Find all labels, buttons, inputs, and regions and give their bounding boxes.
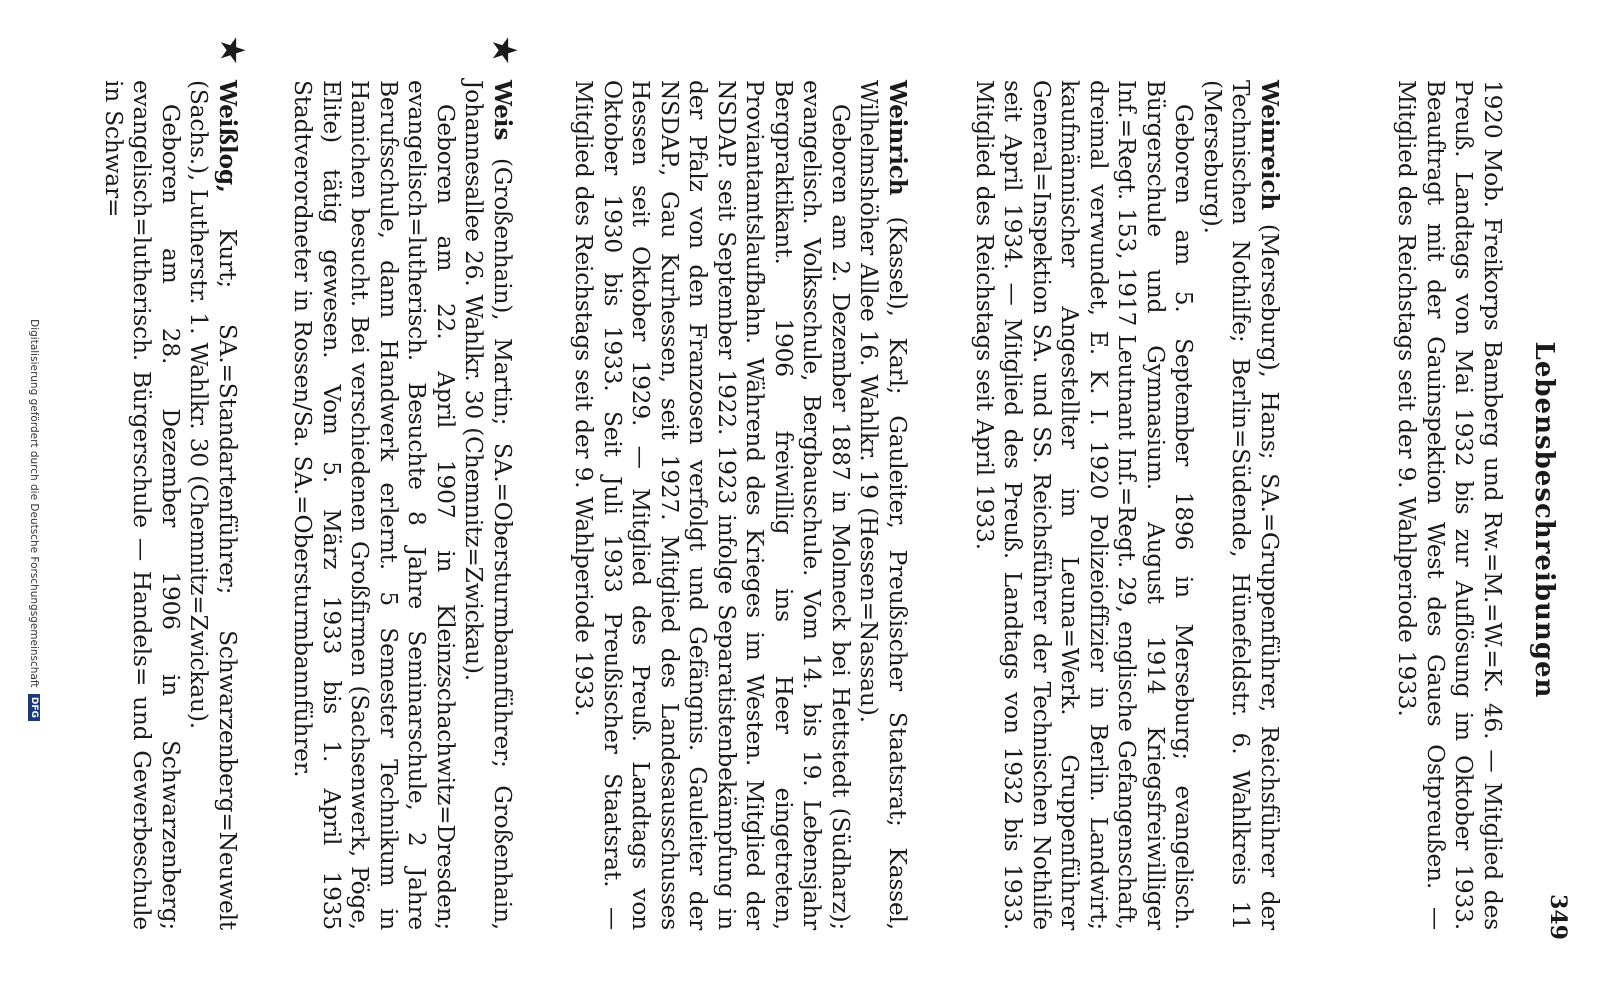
entry-heading xyxy=(184,80,241,930)
entry-heading xyxy=(854,80,911,930)
entry-paragraph: Geboren am 5. September 1896 in Merseburg; evangelisch. Bürgerschule und Gymnasium. August 1914 Kriegsfreiwilliger Inf.=Regt. 153, 1917 Leutnant Inf.=Regt. 29, englische Gefangenschaft, dreimal verwundet, E. K. I. 1920 Polizeioffizier in Berlin. Landwirt; kaufmännischer Angestellter im Leuna=Werk. Gruppenführer General=Inspektion SA. und SS. Reichsführer der Technischen Nothilfe seit April 1934. — Mitglied des Preuß. Landtags von 1932 bis 1933. Mitglied des Reichstags seit April 1933. xyxy=(971,80,1198,930)
entry-heading-details: Kurt; SA.=Standartenführer; Schwarzenberg=Neuwelt (Sachs.), Lutherstr. 1. Wahlkr. 30 (Chemnitz=Zwickau). xyxy=(185,80,241,930)
entry-paragraph: Geboren am 28. Dezember 1906 in Schwarzenberg; evangelisch=lutherisch. Bürgerschule — Handels= und Gewerbeschule in Schwar= xyxy=(100,80,184,930)
biography-entry-weinreich xyxy=(970,80,1284,930)
biography-entry-weinrich xyxy=(569,80,911,930)
entry-name: Weißlog, xyxy=(214,80,241,193)
entry-paragraph: Geboren am 22. April 1907 in Kleinzschachwitz=Dresden; evangelisch=lutherisch. Besuchte 8 Jahre Seminarschule, 2 Jahre Berufsschule, dann Handwerk erlernt. 5 Semester Technikum in Hamichen besucht. Bei verschiedenen Großfirmen (Sachsenwerk, Pöge, Elite) tätig gewesen. Vom 5. März 1933 bis 1. April 1935 Stadtverordneter in Rossen/Sa. SA.=Obersturmbannführer. xyxy=(289,80,459,930)
dfg-logo: DFG xyxy=(28,694,40,721)
biography-entry-continuation xyxy=(1392,80,1506,930)
star-mark-icon: ★ xyxy=(484,35,524,66)
page-number: 349 xyxy=(1545,894,1571,940)
digitization-footer xyxy=(28,90,40,950)
entry-name: Weinreich xyxy=(1256,80,1283,211)
star-mark-icon: ★ xyxy=(212,35,252,66)
entry-heading-details: (Kassel), Karl; Gauleiter, Preußischer Staatsrat; Kassel, Wilhelmshöher Allee 16. Wahlkr. 19 (Hessen=Nassau). xyxy=(855,80,911,930)
biography-entry-weis xyxy=(288,80,516,930)
entry-name: Weis xyxy=(489,80,516,141)
running-head: Lebensbeschreibungen xyxy=(1529,341,1559,699)
entry-paragraph: Geboren am 2. Dezember 1887 in Molmeck bei Hettstedt (Südharz); evangelisch. Volksschule, Bergbauschule. Vom 14. bis 19. Lebensjahr Bergpraktikant. 1906 freiwillig ins Heer eingetreten, Proviantamtslaufbahn. Während des Krieges im Westen. Mitglied der NSDAP. seit September 1922. 1923 infolge Separatistenbekämpfung in der Pfalz von den Franzosen verfolgt und Gefängnis. Gauleiter der NSDAP., Gau Kurhessen, seit 1927. Mitglied des Landesausschusses Hessen seit Oktober 1929. — Mitglied des Preuß. Landtags von Oktober 1930 bis 1933. Seit Juli 1933 Preußischer Staatsrat. — Mitglied des Reichstags seit der 9. Wahlperiode 1933. xyxy=(570,80,854,930)
digitization-note: Digitalisierung gefördert durch die Deutsche Forschungsgemeinschaft xyxy=(28,319,40,688)
entry-heading xyxy=(459,80,516,930)
entry-heading xyxy=(1198,80,1284,930)
entry-name: Weinrich xyxy=(884,80,911,196)
entry-heading-details: (Merseburg), Hans; SA.=Gruppenführer, Reichsführer der Technischen Nothilfe; Berlin=Südende, Hünefeldstr. 6. Wahlkreis 11 (Merseburg). xyxy=(1199,80,1283,930)
biography-entry-weisslog xyxy=(99,80,242,930)
entry-heading-details: (Großenhain), Martin; SA.=Obersturmbannführer; Großenhain, Johannesallee 26. Wahlkr. 30 (Chemnitz=Zwickau). xyxy=(460,80,516,930)
entry-paragraph: 1920 Mob. Freikorps Bamberg und Rw.=M.=W.=K. 46. — Mitglied des Preuß. Landtags von Mai 1932 bis zur Auflösung im Oktober 1933. Beauftragt mit der Gauinspektion West des Gaues Ostpreußen. — Mitglied des Reichstags seit der 9. Wahlperiode 1933. xyxy=(1393,80,1506,930)
